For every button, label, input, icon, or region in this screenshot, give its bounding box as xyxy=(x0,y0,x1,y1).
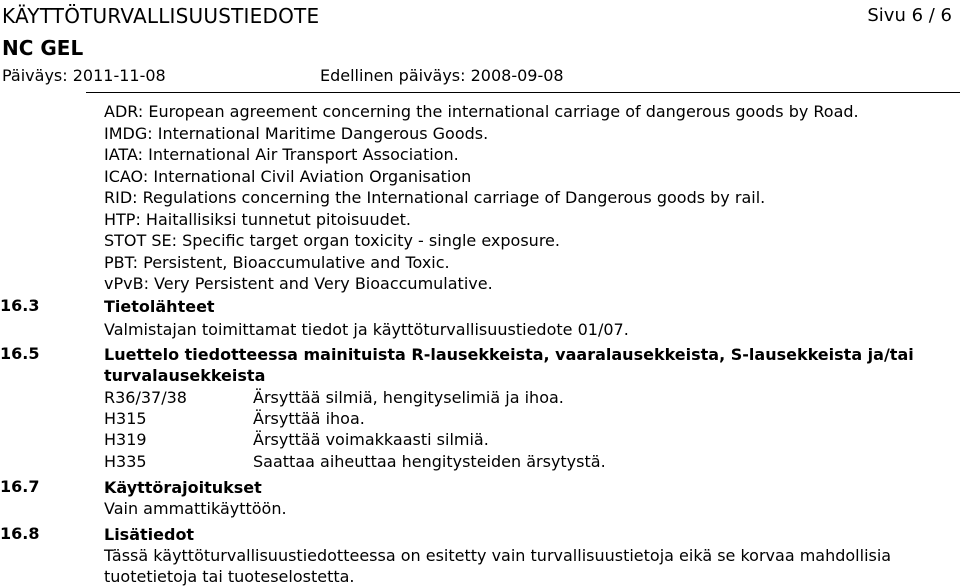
abbreviation-item: PBT: Persistent, Bioaccumulative and Toxic. xyxy=(104,252,450,272)
phrase-code: H319 xyxy=(104,430,147,449)
phrase-text: Ärsyttää voimakkaasti silmiä. xyxy=(253,430,489,449)
abbreviation-item: IATA: International Air Transport Association. xyxy=(104,145,459,164)
section-title: Luettelo tiedotteessa mainituista R-lausekkeista, vaaralausekkeista, S-lausekkeista ja/tai turvalausekkeista xyxy=(104,345,914,385)
previous-revision-date: Edellinen päiväys: 2008-09-08 xyxy=(320,66,564,85)
revision-date: Päiväys: 2011-11-08 xyxy=(2,66,166,85)
abbreviation-item: vPvB: Very Persistent and Very Bioaccumulative. xyxy=(104,274,493,293)
abbreviation-item: IMDG: International Maritime Dangerous Goods. xyxy=(104,123,489,143)
abbreviation-item: RID: Regulations concerning the International carriage of Dangerous goods by rail. xyxy=(104,188,766,207)
abbreviation-item: STOT SE: Specific target organ toxicity - single exposure. xyxy=(104,231,560,250)
abbreviation-item: HTP: Haitallisiksi tunnetut pitoisuudet. xyxy=(104,209,411,229)
document-title: KÄYTTÖTURVALLISUUSTIEDOTE xyxy=(2,4,320,28)
section-number: 16.7 xyxy=(0,477,40,496)
section-body: Tässä käyttöturvallisuustiedotteessa on esitetty vain turvallisuustietoja eikä se korvaa mahdollisia tuotetietoja tai tuoteselostetta. xyxy=(104,546,892,586)
page-number: Sivu 6 / 6 xyxy=(867,5,952,26)
section-title: Tietolähteet xyxy=(104,297,215,316)
abbreviation-item: ADR: European agreement concerning the international carriage of dangerous goods by Road. xyxy=(104,102,859,121)
section-title: Käyttörajoitukset xyxy=(104,478,262,497)
phrase-code: H315 xyxy=(104,409,147,428)
header-divider xyxy=(86,92,960,93)
phrase-text: Ärsyttää silmiä, hengityselimiä ja ihoa. xyxy=(253,388,564,407)
abbreviation-list xyxy=(104,101,859,295)
abbreviation-item: ICAO: International Civil Aviation Organisation xyxy=(104,166,472,186)
section-number: 16.3 xyxy=(0,296,40,315)
phrase-text: Saattaa aiheuttaa hengitysteiden ärsytystä. xyxy=(253,452,606,471)
section-title: Lisätiedot xyxy=(104,525,195,544)
section-number: 16.8 xyxy=(0,524,40,543)
product-name: NC GEL xyxy=(2,36,84,60)
section-body: Valmistajan toimittamat tiedot ja käyttöturvallisuustiedote 01/07. xyxy=(104,320,629,339)
phrase-text: Ärsyttää ihoa. xyxy=(253,409,365,428)
phrase-code: H335 xyxy=(104,452,147,471)
phrase-code: R36/37/38 xyxy=(104,388,187,407)
section-number: 16.5 xyxy=(0,344,40,363)
section-body: Vain ammattikäyttöön. xyxy=(104,499,287,518)
